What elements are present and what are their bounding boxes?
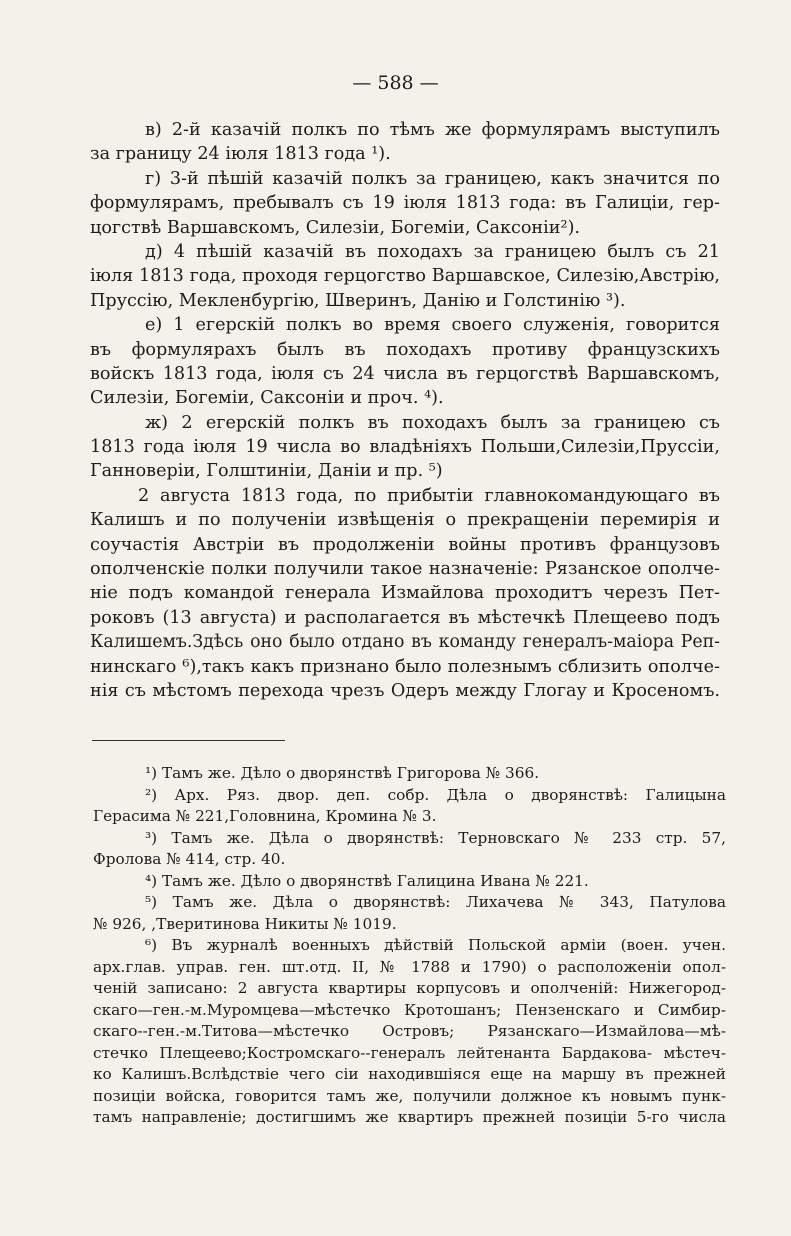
footnote-line: ⁵) Тамъ же. Дѣла о дворянствѣ: Лихачева № 343, Патулова	[145, 893, 726, 911]
text-line: нія съ мѣстомъ перехода чрезъ Одеръ между Глогау и Кросеномъ.	[90, 680, 720, 701]
text-line: е) 1 егерскій полкъ во время своего служенія, говорится	[145, 315, 720, 336]
text-line: Пруссію, Мекленбургію, Шверинъ, Данію и Голстинію ³).	[90, 290, 626, 311]
text-line: Ганноверіи, Голштиніи, Даніи и пр. ⁵)	[90, 461, 443, 482]
page-number: — 588 —	[352, 72, 439, 94]
text-line: цогствѣ Варшавскомъ, Силезіи, Богеміи, Саксоніи²).	[90, 217, 581, 238]
footnote-line: арх.глав. управ. ген. шт.отд. II, № 1788 и 1790) о расположеніи опол-	[93, 957, 726, 976]
text-line: іюля 1813 года, проходя герцогство Варшавское, Силезію,Австрію,	[90, 266, 720, 287]
text-line: нинскаго ⁶),такъ какъ признано было полезнымъ сблизить ополче-	[90, 656, 720, 677]
text-line: ополченскіе полки получили такое назначеніе: Рязанское ополче-	[90, 559, 720, 580]
footnote-line: ⁴) Тамъ же. Дѣло о дворянствѣ Галицина Ивана № 221.	[145, 871, 589, 890]
footnote-line: тамъ направленіе; достигшимъ же квартиръ прежней позиціи 5-го числа	[93, 1108, 726, 1126]
footnote-separator	[92, 740, 285, 741]
text-line: 2 августа 1813 года, по прибытіи главнокомандующаго въ	[138, 485, 720, 506]
footnote-line: ³) Тамъ же. Дѣла о дворянствѣ: Терновскаго № 233 стр. 57,	[145, 828, 726, 847]
footnote-line: Герасима № 221,Головнина, Кромина № 3.	[93, 807, 437, 825]
footnote-line: Фролова № 414, стр. 40.	[93, 850, 286, 868]
text-line: д) 4 пѣшій казачій въ походахъ за границею былъ съ 21	[145, 241, 720, 262]
footnote-line: скаго--ген.-м.Титова—мѣстечко Островъ; Рязанскаго—Измайлова—мѣ-	[93, 1022, 726, 1040]
text-line: 1813 года іюля 19 числа во владѣніяхъ Польши,Силезіи,Пруссіи,	[90, 437, 720, 458]
text-line: Силезіи, Богеміи, Саксоніи и проч. ⁴).	[90, 388, 444, 409]
footnote-line: ⁶) Въ журналѣ военныхъ дѣйствій Польской арміи (воен. учен.	[145, 936, 726, 954]
text-line: за границу 24 іюля 1813 года ¹).	[90, 144, 391, 165]
footnote-line: ко Калишъ.Вслѣдствіе чего сіи находившіяся еще на маршу въ прежней	[93, 1065, 726, 1083]
text-line: формулярамъ, пребывалъ съ 19 іюля 1813 года: въ Галиціи, гер-	[90, 193, 720, 214]
footnote-line: ченій записано: 2 августа квартиры корпусовъ и ополченій: Нижегород-	[93, 979, 726, 997]
footnote-line: позиціи войска, говорится тамъ же, получили должное къ новымъ пунк-	[93, 1086, 726, 1105]
footnote-line: скаго—ген.-м.Муромцева—мѣстечко Кротошанъ; Пензенскаго и Симбир-	[93, 1000, 726, 1019]
footnote-line: № 926, ,Тверитинова Никиты № 1019.	[93, 914, 397, 933]
text-line: Калишемъ.Здѣсь оно было отдано въ команду генералъ-маіора Реп-	[90, 632, 720, 653]
main-text	[90, 118, 720, 703]
text-line: ніе подъ командой генерала Измайлова проходитъ черезъ Пет-	[90, 583, 720, 604]
text-line: в) 2-й казачій полкъ по тѣмъ же формулярамъ выступилъ	[145, 120, 720, 140]
text-line: роковъ (13 августа) и располагается въ мѣстечкѣ Плещеево подъ	[90, 607, 720, 628]
footnote-line: ¹) Тамъ же. Дѣло о дворянствѣ Григорова № 366.	[145, 764, 540, 782]
text-line: г) 3-й пѣшій казачій полкъ за границею, какъ значится по	[145, 168, 720, 189]
text-line: соучастія Австріи въ продолженіи войны противъ французовъ	[90, 534, 720, 555]
text-line: Калишъ и по полученіи извѣщенія о прекращеніи перемирія и	[90, 510, 720, 531]
footnote-line: стечко Плещеево;Костромскаго--генералъ лейтенанта Бардакова- мѣстеч-	[93, 1043, 726, 1062]
footnotes	[93, 763, 726, 1129]
text-line: ж) 2 егерскій полкъ въ походахъ былъ за границею съ	[145, 412, 720, 433]
text-line: войскъ 1813 года, іюля съ 24 числа въ герцогствѣ Варшавскомъ,	[90, 363, 720, 384]
text-line: въ формулярахъ былъ въ походахъ противу французскихъ	[90, 339, 720, 360]
footnote-line: ²) Арх. Ряз. двор. деп. собр. Дѣла о дворянствѣ: Галицына	[145, 785, 726, 804]
